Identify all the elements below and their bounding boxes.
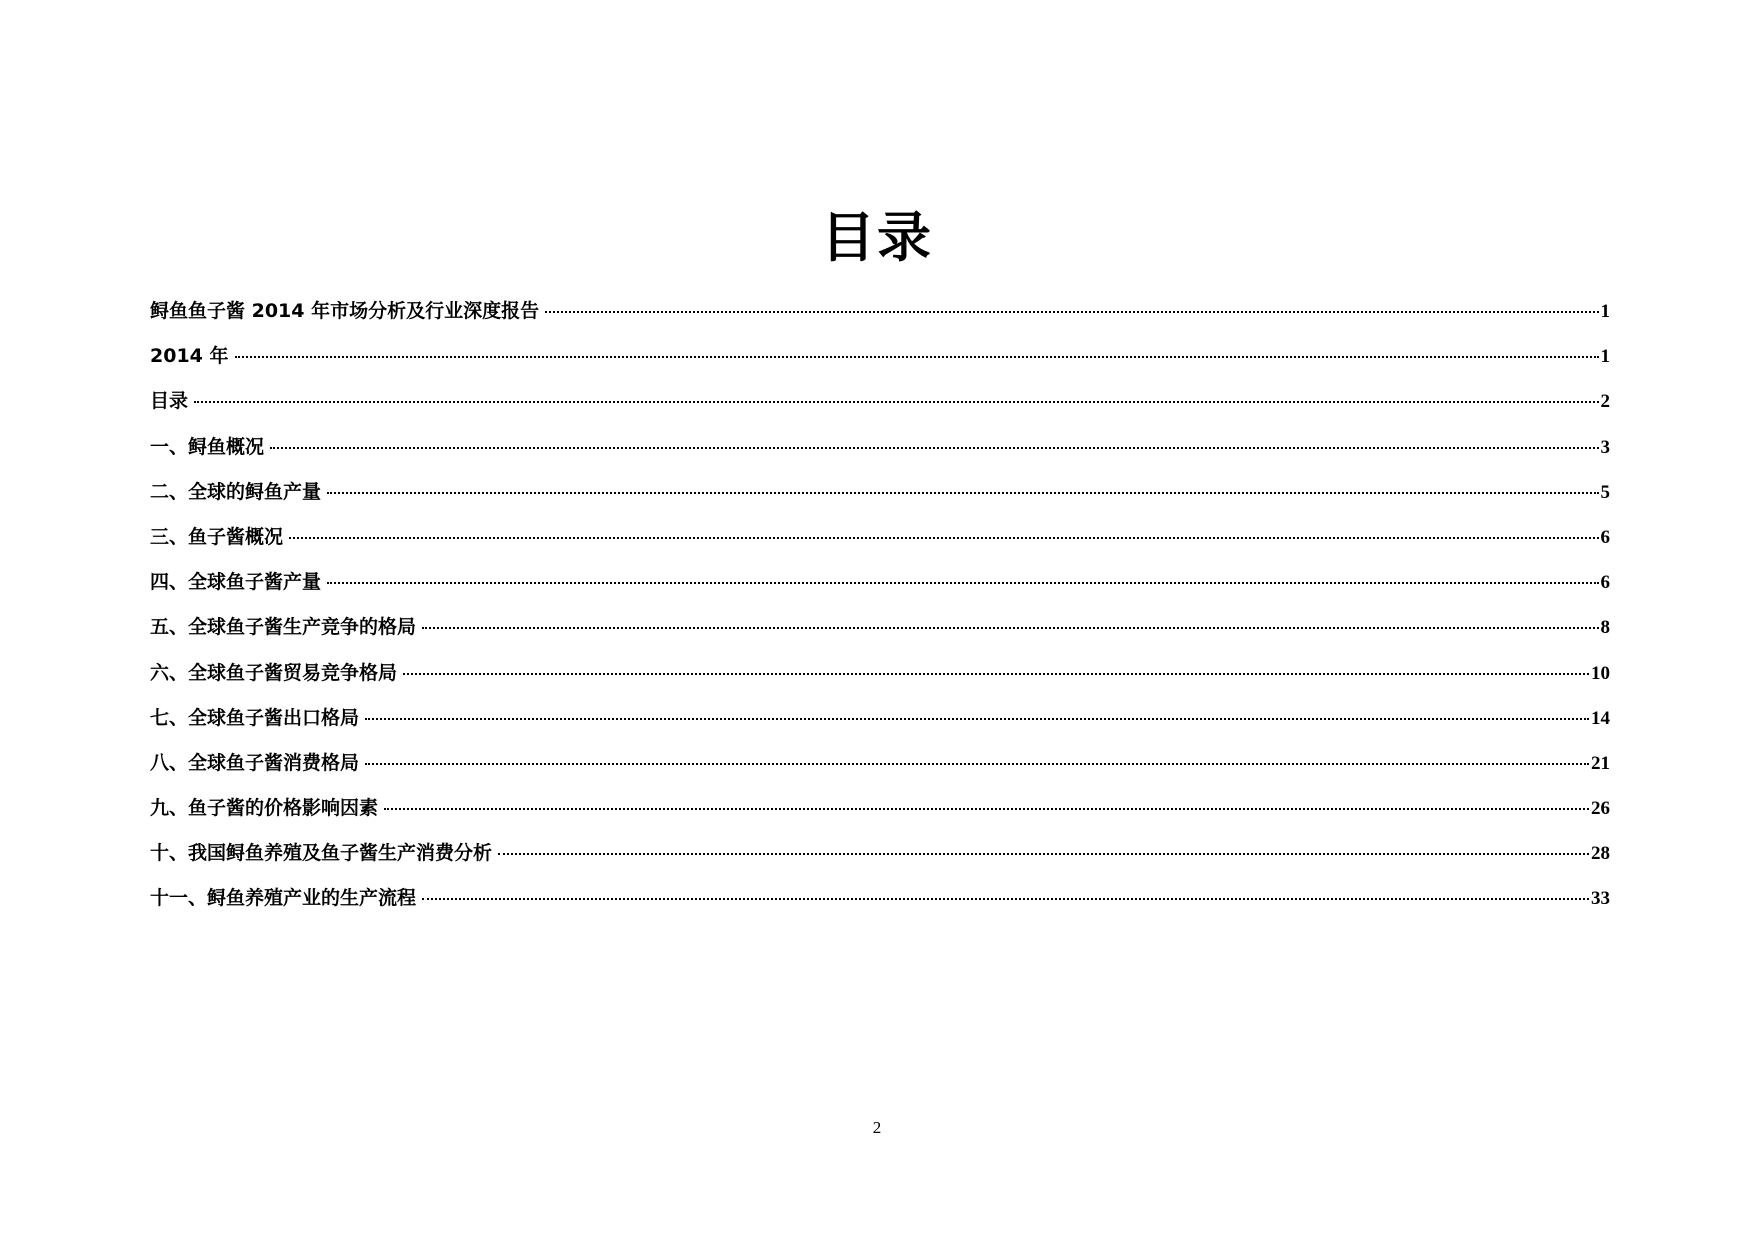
toc-entry[interactable] xyxy=(150,477,1610,522)
toc-entry-page: 28 xyxy=(1591,843,1610,865)
toc-dot-leader xyxy=(545,311,1598,313)
toc-dot-leader xyxy=(270,447,1598,449)
toc-entry-label: 六、全球鱼子酱贸易竞争格局 xyxy=(150,661,398,684)
toc-entry-page: 21 xyxy=(1591,752,1610,774)
toc-dot-leader xyxy=(422,627,1598,629)
page-title: 目录 xyxy=(821,206,933,269)
toc-dot-leader xyxy=(327,582,1598,584)
toc-entry-page: 26 xyxy=(1591,798,1610,820)
toc-dot-leader xyxy=(422,898,1589,900)
toc-entry-page: 5 xyxy=(1600,481,1610,503)
toc-entry[interactable] xyxy=(150,658,1610,703)
toc-entry-label: 目录 xyxy=(150,390,189,413)
toc-entry-page: 10 xyxy=(1591,662,1610,684)
toc-entry-label: 三、鱼子酱概况 xyxy=(150,525,284,548)
toc-entry[interactable] xyxy=(150,748,1610,793)
toc-entry[interactable] xyxy=(150,567,1610,612)
toc-entry-page: 2 xyxy=(1600,391,1610,413)
toc-entry-label: 四、全球鱼子酱产量 xyxy=(150,571,322,594)
toc-entry-page: 6 xyxy=(1600,572,1610,594)
toc-dot-leader xyxy=(365,718,1589,720)
toc-entry[interactable] xyxy=(150,838,1610,883)
toc-entry-label: 十、我国鲟鱼养殖及鱼子酱生产消费分析 xyxy=(150,842,493,865)
toc-entry-page: 6 xyxy=(1600,526,1610,548)
toc-entry-label: 五、全球鱼子酱生产竞争的格局 xyxy=(150,616,417,639)
toc-dot-leader xyxy=(289,537,1598,539)
toc-entry-label: 二、全球的鲟鱼产量 xyxy=(150,480,322,503)
toc-entry[interactable] xyxy=(150,386,1610,431)
toc-entry-label: 十一、鲟鱼养殖产业的生产流程 xyxy=(150,887,417,910)
toc-entry[interactable] xyxy=(150,883,1610,928)
toc-entry[interactable] xyxy=(150,341,1610,386)
toc-entry-label: 八、全球鱼子酱消费格局 xyxy=(150,751,360,774)
toc-entry[interactable] xyxy=(150,522,1610,567)
toc-entry-page: 8 xyxy=(1600,617,1610,639)
toc-entry[interactable] xyxy=(150,703,1610,748)
toc-dot-leader xyxy=(235,356,1599,358)
toc-entry-page: 33 xyxy=(1591,888,1610,910)
toc-dot-leader xyxy=(498,853,1589,855)
toc-entry-page: 1 xyxy=(1600,301,1610,322)
toc-entry-page: 3 xyxy=(1600,436,1610,458)
toc-entry-label: 九、鱼子酱的价格影响因素 xyxy=(150,797,379,820)
toc-entry-page: 1 xyxy=(1600,346,1610,368)
toc-entry[interactable] xyxy=(150,432,1610,477)
toc-entry-label: 鲟鱼鱼子酱 2014 年市场分析及行业深度报告 xyxy=(150,300,540,322)
toc-entry-label: 七、全球鱼子酱出口格局 xyxy=(150,706,360,729)
toc-entry-label: 2014 年 xyxy=(150,345,229,368)
toc-dot-leader xyxy=(194,401,1598,403)
toc-entry-label: 一、鲟鱼概况 xyxy=(150,435,265,458)
toc-dot-leader xyxy=(384,808,1589,810)
toc-list xyxy=(150,296,1610,929)
toc-entry-page: 14 xyxy=(1591,707,1610,729)
toc-entry[interactable] xyxy=(150,296,1610,341)
toc-dot-leader xyxy=(327,492,1598,494)
toc-dot-leader xyxy=(365,763,1589,765)
toc-dot-leader xyxy=(403,673,1589,675)
page-number: 2 xyxy=(872,1118,882,1137)
toc-entry[interactable] xyxy=(150,612,1610,657)
toc-entry[interactable] xyxy=(150,793,1610,838)
